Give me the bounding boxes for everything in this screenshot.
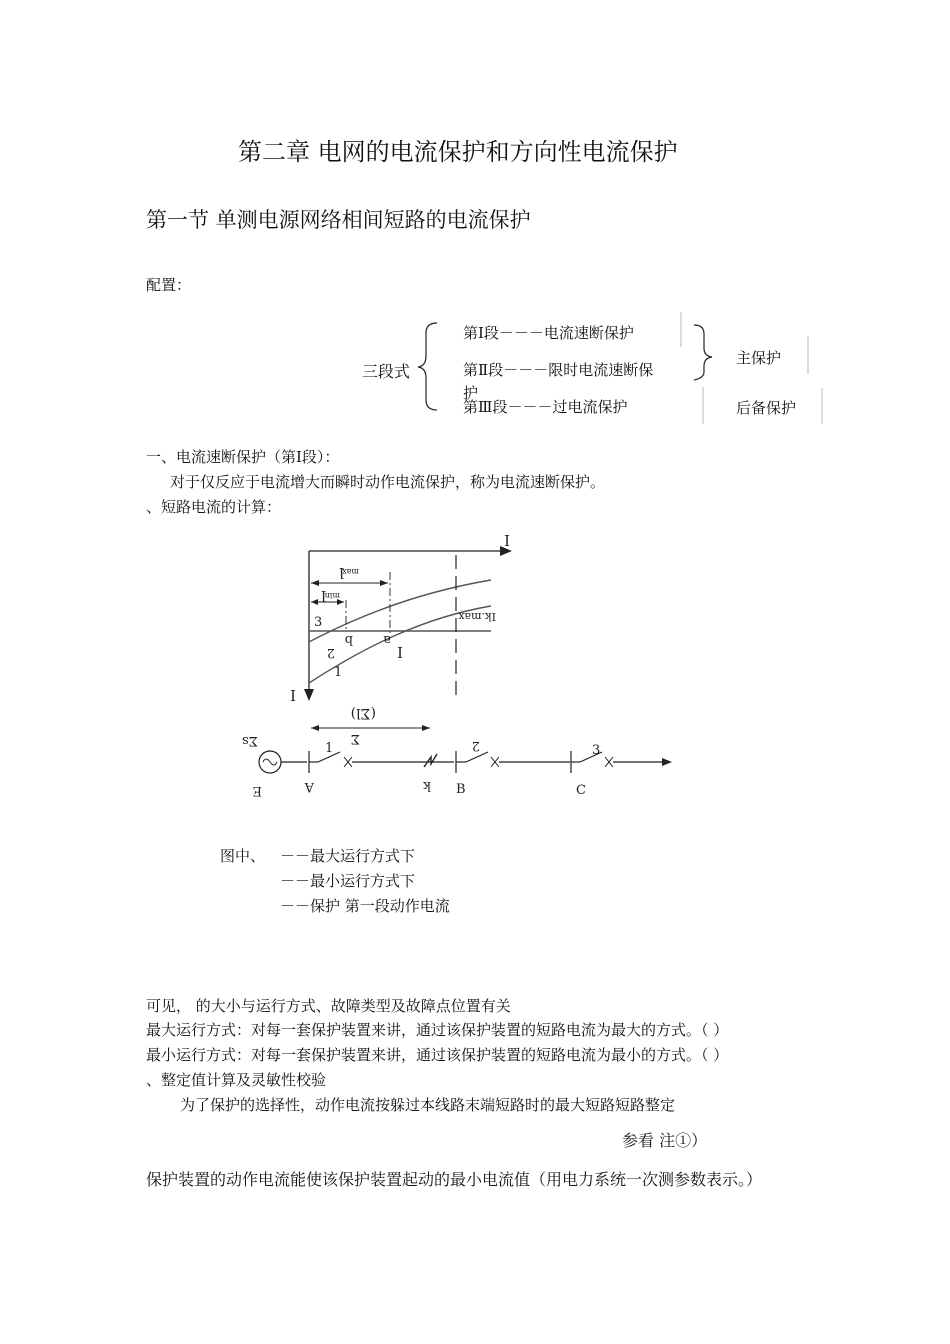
- legend-prefix: 图中、: [220, 847, 266, 865]
- stage1-text: 第Ⅰ段－－－电流速断保护: [463, 324, 634, 342]
- para-visible: 可见， 的大小与运行方式、故障类型及故障点位置有关: [146, 997, 511, 1015]
- stage2-text: 第Ⅱ段－－－限时电流速断保: [463, 361, 654, 379]
- source-label: Σs: [242, 733, 258, 748]
- legend-line-2: －－最小运行方式下: [280, 872, 416, 890]
- legend-line-1: －－最大运行方式下: [280, 847, 416, 865]
- stage3-text: 第Ⅲ段－－－过电流保护: [463, 398, 628, 416]
- main-protection-label: 主保护: [736, 349, 782, 367]
- chapter-title: 第二章 电网的电流保护和方向性电流保护: [238, 138, 678, 166]
- lmax-sup: max: [342, 567, 359, 576]
- breaker-2-label: 2: [471, 738, 480, 753]
- curve-max-label: Ik.max: [458, 610, 496, 623]
- fault-label: k: [423, 778, 431, 793]
- lmin-sup: min: [324, 591, 340, 600]
- fault-symbol: [424, 754, 437, 767]
- mark-3: 3: [314, 615, 323, 630]
- para-setting: 为了保护的选择性，动作电流按躲过本线路末端短路时的最大短路短路整定: [180, 1096, 676, 1114]
- mark-1: 1: [334, 665, 343, 680]
- breaker-3-label: 3: [592, 743, 601, 758]
- lmin-label: l: [321, 587, 326, 605]
- part1-definition: 对于仅反应于电流增大而瞬时动作电流保护，称为电流速断保护。: [170, 473, 606, 491]
- para-max-mode: 最大运行方式：对每一套保护装置来讲，通过该保护装置的短路电流为最大的方式。（ ）: [146, 1021, 729, 1039]
- legend-line-3: －－保护 第一段动作电流: [280, 897, 450, 915]
- axis-bottom-label: I: [290, 686, 296, 704]
- setting-current-label: I: [397, 643, 403, 661]
- note-reference: 参看 注①）: [622, 1131, 708, 1150]
- backup-protection-label: 后备保护: [736, 399, 797, 417]
- config-label: 配置：: [146, 276, 192, 294]
- lmax-label: l: [339, 564, 344, 582]
- y-axis-arrow: [304, 689, 314, 701]
- point-b: b: [344, 632, 353, 647]
- axis-top-label: I: [504, 531, 510, 549]
- part1-sub1: 、短路电流的计算：: [146, 498, 282, 516]
- emf-label: E: [252, 783, 262, 798]
- span-sub: Σ: [350, 731, 360, 746]
- source-wave: [263, 759, 277, 765]
- mark-2: 2: [326, 645, 335, 660]
- node-b-label: B: [456, 782, 466, 797]
- line-arrow: [662, 758, 672, 766]
- span-label: (Σl): [350, 705, 376, 721]
- three-stage-label: 三段式: [362, 362, 411, 381]
- part1-heading: 一、电流速断保护（第Ⅰ段）：: [146, 448, 340, 466]
- para-pickup-current: 保护装置的动作电流能使该保护装置起动的最小电流值（用电力系统一次测参数表示。）: [146, 1170, 763, 1189]
- breaker-1-label: 1: [325, 741, 334, 756]
- para-min-mode: 最小运行方式：对每一套保护装置来讲，通过该保护装置的短路电流为最小的方式。（ ）: [146, 1046, 729, 1064]
- node-c-label: C: [576, 783, 586, 798]
- section-title: 第一节 单测电源网络相间短路的电流保护: [146, 208, 531, 232]
- part1-sub2: 、整定值计算及灵敏性校验: [146, 1071, 327, 1089]
- stage2-tail: 护: [463, 384, 479, 402]
- point-a: a: [383, 632, 391, 647]
- node-a-label: A: [304, 779, 314, 794]
